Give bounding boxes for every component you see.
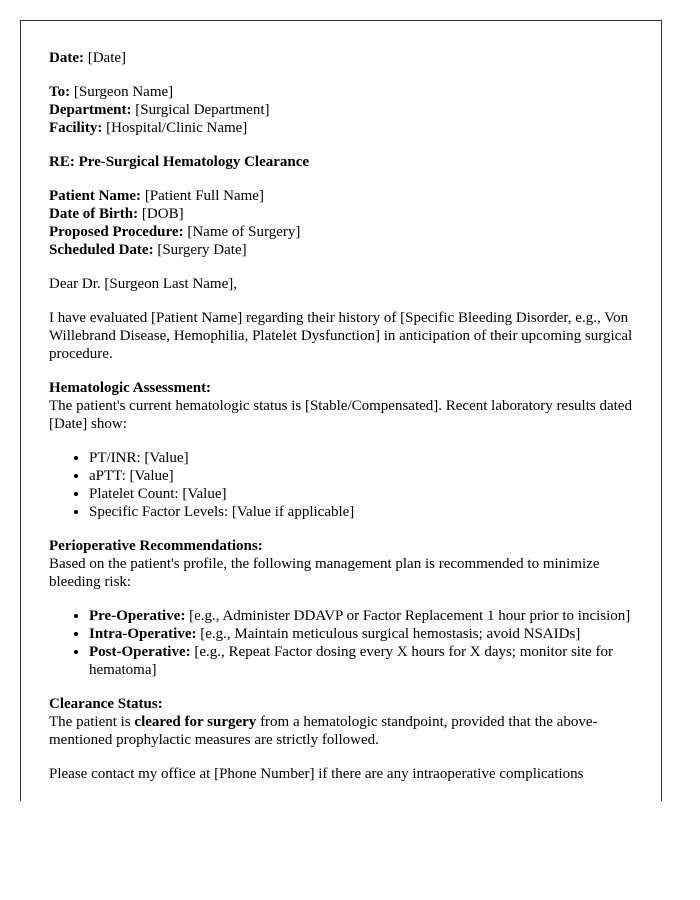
clearance-section: Clearance Status: The patient is cleared for surgery from a hematologic standpoint, provided that the above-mentioned prophylactic measures are strictly followed. bbox=[49, 696, 598, 748]
date-line: Date: [Date] bbox=[49, 50, 127, 66]
lab-item: • Specific Factor Levels: [Value if applicable] bbox=[89, 503, 633, 521]
recipient-block: To: [Surgeon Name] Department: [Surgical Department] Facility: [Hospital/Clinic Name] bbox=[49, 84, 270, 136]
recommendation-item: • Pre-Operative: [e.g., Administer DDAVP or Factor Replacement 1 hour prior to incision] bbox=[89, 607, 633, 625]
assessment-text: The patient's current hematologic status is [Stable/Compensated]. Recent laboratory results dated [Date] show: bbox=[49, 398, 632, 432]
recommendation-list bbox=[49, 607, 633, 679]
assessment-heading: Hematologic Assessment: bbox=[49, 380, 212, 396]
patient-info: Patient Name: [Patient Full Name] Date of Birth: [DOB] Proposed Procedure: [Name of Surgery] Scheduled Date: [Surgery Date] bbox=[49, 188, 301, 258]
lab-item: • PT/INR: [Value] bbox=[89, 449, 633, 467]
recommendations-heading: Perioperative Recommendations: bbox=[49, 538, 263, 554]
intro-paragraph: I have evaluated [Patient Name] regarding their history of [Specific Bleeding Disorder, e.g., Von Willebrand Disease, Hemophilia, Platelet Dysfunction] in anticipation of their upcoming surgical procedure. bbox=[49, 310, 633, 362]
salutation: Dear Dr. [Surgeon Last Name], bbox=[49, 276, 237, 292]
subject-line: RE: Pre-Surgical Hematology Clearance bbox=[49, 154, 310, 170]
recommendations-section bbox=[49, 537, 633, 679]
lab-item: • Platelet Count: [Value] bbox=[89, 485, 633, 503]
recommendation-item: • Intra-Operative: [e.g., Maintain meticulous surgical hemostasis; avoid NSAIDs] bbox=[89, 625, 633, 643]
recommendation-item: • Post-Operative: [e.g., Repeat Factor dosing every X hours for X days; monitor site for hematoma] bbox=[89, 643, 633, 679]
lab-item: • aPTT: [Value] bbox=[89, 467, 633, 485]
letter-page bbox=[20, 20, 662, 801]
lab-list bbox=[49, 449, 633, 521]
assessment-section bbox=[49, 379, 633, 521]
recommendations-text: Based on the patient's profile, the following management plan is recommended to minimize bleeding risk: bbox=[49, 556, 600, 590]
clearance-heading: Clearance Status: bbox=[49, 696, 163, 712]
closing-paragraph: Please contact my office at [Phone Number] if there are any intraoperative complications bbox=[49, 766, 584, 782]
